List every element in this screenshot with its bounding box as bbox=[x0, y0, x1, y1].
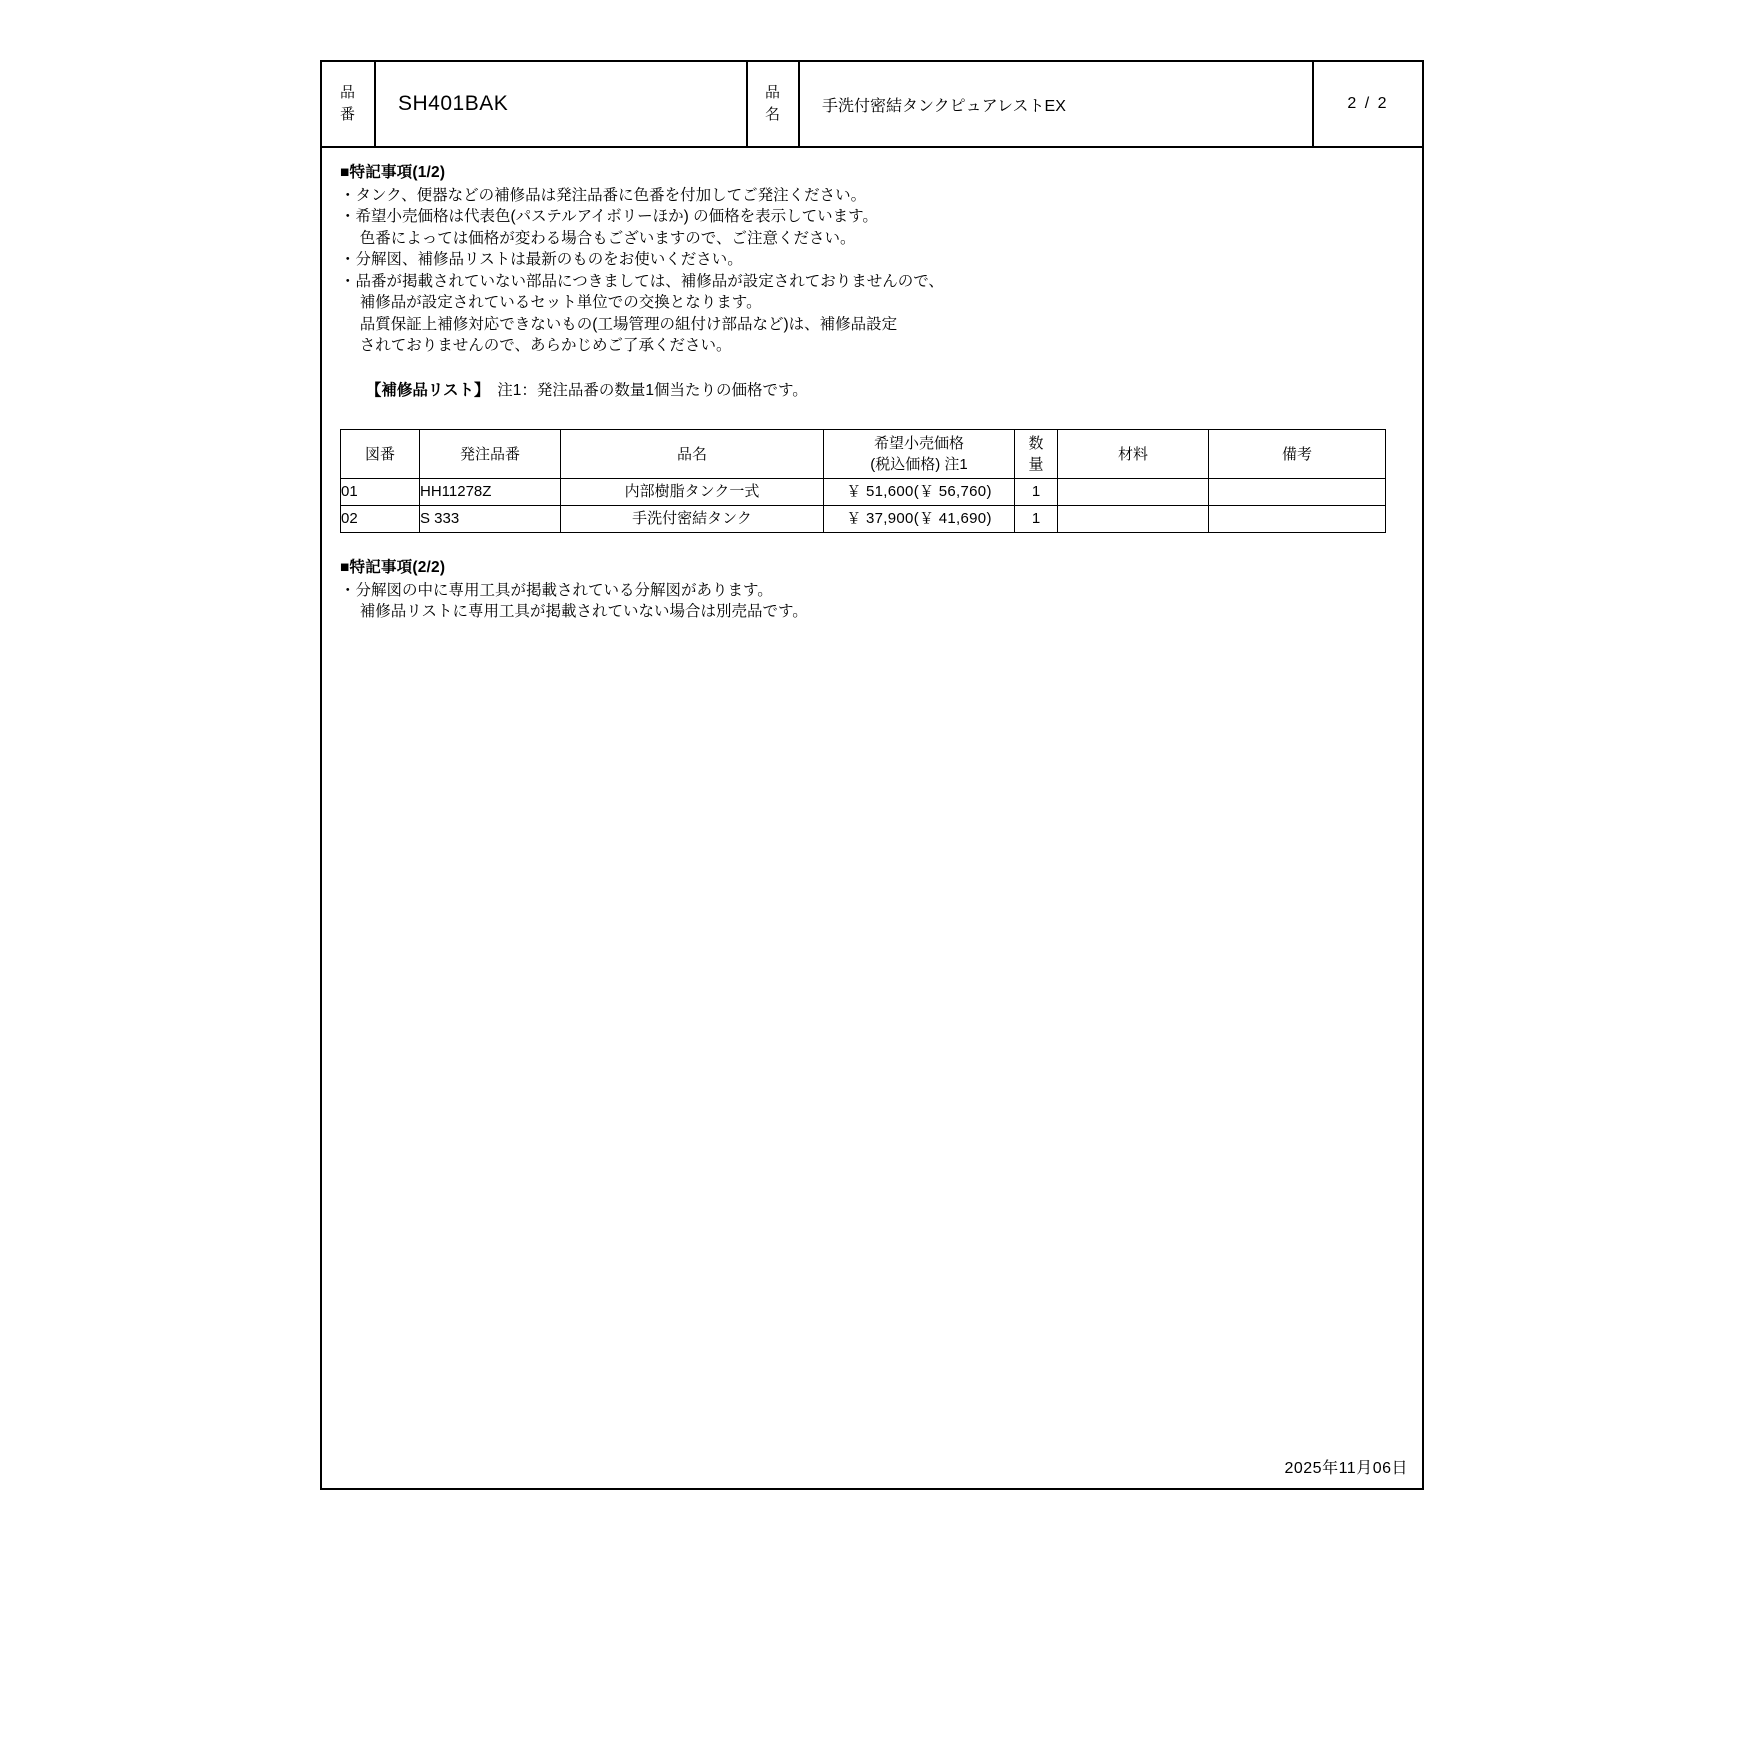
product-number-value: SH401BAK bbox=[376, 62, 748, 146]
column-header-order-number: 発注品番 bbox=[420, 430, 561, 479]
parts-list-heading-label: 【補修品リスト】 bbox=[365, 382, 482, 399]
cell-zuban: 02 bbox=[341, 506, 420, 533]
product-name-label-line1: 品 bbox=[764, 84, 781, 101]
cell-remarks bbox=[1209, 506, 1386, 533]
section2-line-0: ・分解図の中に専用工具が掲載されている分解図があります。 bbox=[340, 581, 773, 599]
document-body bbox=[322, 148, 1422, 623]
cell-zuban: 01 bbox=[341, 479, 420, 506]
column-header-quantity-line1: 数 bbox=[1028, 435, 1044, 452]
product-name-label bbox=[748, 62, 800, 146]
product-number-label bbox=[322, 62, 376, 146]
cell-quantity: 1 bbox=[1015, 479, 1058, 506]
column-header-product-name: 品名 bbox=[561, 430, 824, 479]
section1-line-2: 色番によっては価格が変わる場合もございますので、ご注意ください。 bbox=[340, 229, 856, 247]
table-row bbox=[341, 506, 1386, 533]
cell-material bbox=[1058, 506, 1209, 533]
product-name-label-line2: 名 bbox=[764, 106, 781, 123]
document-page bbox=[320, 60, 1424, 1490]
section1-line-0: ・タンク、便器などの補修品は発注品番に色番を付加してご発注ください。 bbox=[340, 186, 867, 204]
parts-table bbox=[340, 429, 1386, 533]
section2-line-1: 補修品リストに専用工具が掲載されていない場合は別売品です。 bbox=[340, 603, 808, 620]
column-header-price bbox=[824, 430, 1015, 479]
table-header-row bbox=[341, 430, 1386, 479]
parts-list-note: 注1：発注品番の数量1個当たりの価格です。 bbox=[481, 382, 808, 399]
column-header-remarks: 備考 bbox=[1209, 430, 1386, 479]
section1-line-6: 品質保証上補修対応できないもの(工場管理の組付け部品など)は、補修品設定 bbox=[340, 315, 898, 333]
section1-title: ■特記事項(1/2) bbox=[340, 164, 446, 181]
cell-order-number: HH11278Z bbox=[420, 479, 561, 506]
column-header-price-line2: (税込価格) 注1 bbox=[870, 456, 968, 473]
column-header-quantity bbox=[1015, 430, 1058, 479]
cell-order-number: S 333 bbox=[420, 506, 561, 533]
cell-price: ￥ 37,900(￥ 41,690) bbox=[824, 506, 1015, 533]
cell-material bbox=[1058, 479, 1209, 506]
cell-product-name: 内部樹脂タンク一式 bbox=[561, 479, 824, 506]
page-indicator: 2 / 2 bbox=[1347, 95, 1389, 112]
section1-line-1: ・希望小売価格は代表色(パステルアイボリーほか) の価格を表示しています。 bbox=[340, 208, 878, 225]
section1-line-5: 補修品が設定されているセット単位での交換となります。 bbox=[340, 294, 762, 311]
product-number-label-line1: 品 bbox=[339, 84, 356, 101]
cell-price: ￥ 51,600(￥ 56,760) bbox=[824, 479, 1015, 506]
parts-list-heading bbox=[340, 359, 1404, 424]
column-header-material: 材料 bbox=[1058, 430, 1209, 479]
column-header-quantity-line2: 量 bbox=[1028, 456, 1044, 473]
column-header-zuban: 図番 bbox=[341, 430, 420, 479]
cell-product-name: 手洗付密結タンク bbox=[561, 506, 824, 533]
footer-date: 2025年11月06日 bbox=[1284, 1460, 1408, 1477]
section1-line-3: ・分解図、補修品リストは最新のものをお使いください。 bbox=[340, 251, 743, 268]
cell-quantity: 1 bbox=[1015, 506, 1058, 533]
product-name-value: 手洗付密結タンクピュアレストEX bbox=[800, 62, 1314, 146]
product-number-label-line2: 番 bbox=[339, 106, 356, 123]
section2 bbox=[340, 557, 1404, 623]
document-header bbox=[322, 62, 1422, 148]
cell-remarks bbox=[1209, 479, 1386, 506]
section1-line-4: ・品番が掲載されていない部品につきましては、補修品が設定されておりませんので、 bbox=[340, 272, 944, 290]
column-header-price-line1: 希望小売価格 bbox=[873, 435, 964, 452]
section2-title: ■特記事項(2/2) bbox=[340, 559, 446, 576]
section1-line-7: されておりませんので、あらかじめご了承ください。 bbox=[340, 337, 732, 354]
table-row bbox=[341, 479, 1386, 506]
